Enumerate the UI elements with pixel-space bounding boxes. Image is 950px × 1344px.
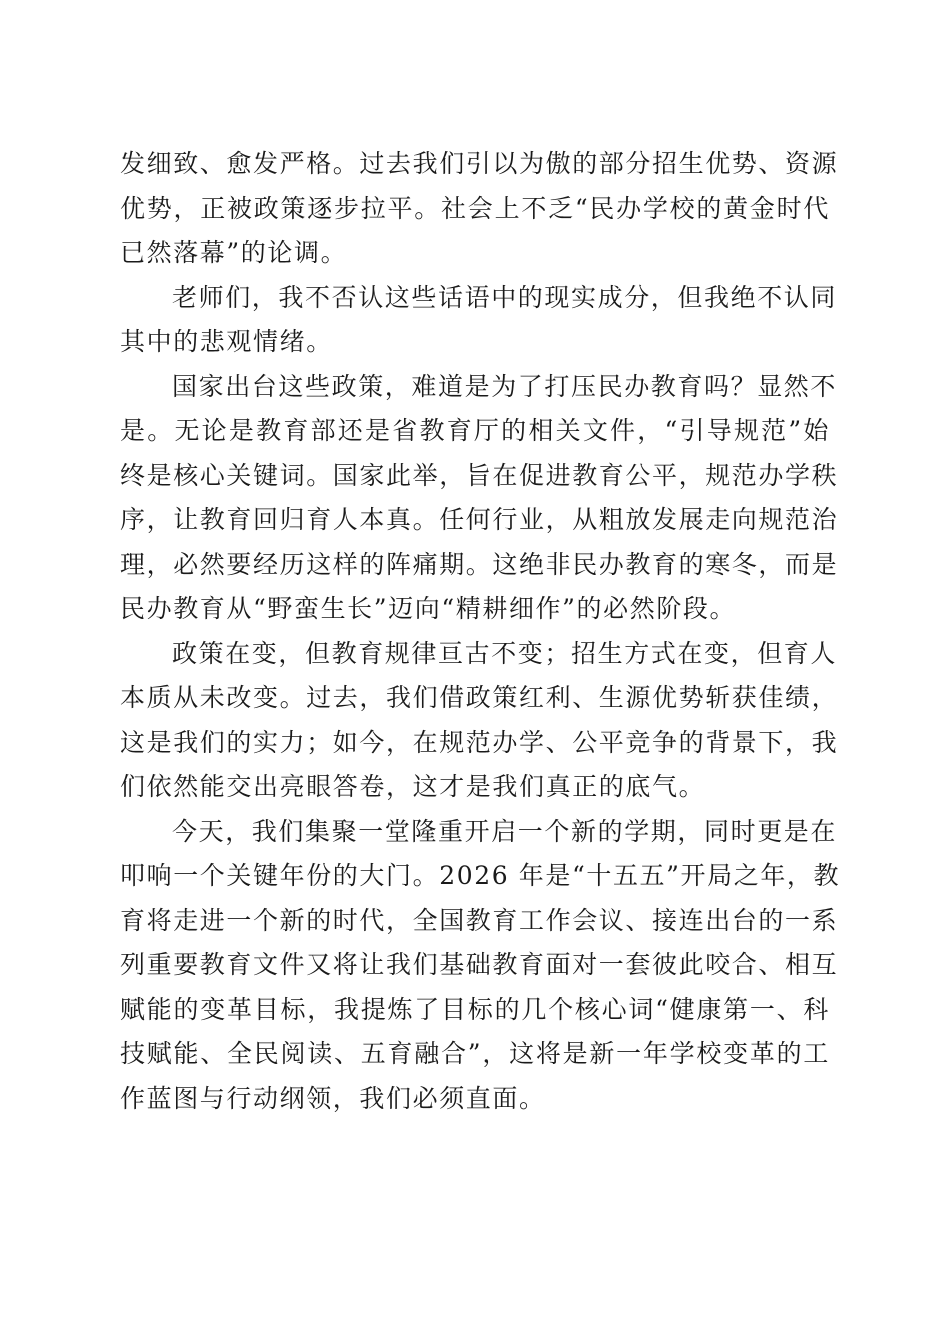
text-line: 叩响一个关键年份的大门。2026 年是“十五五”开局之年，教 — [120, 861, 841, 890]
text-line: 老师们，我不否认这些话语中的现实成分，但我绝不认同 — [172, 282, 838, 312]
text-line: 是。无论是教育部还是省教育厅的相关文件，“引导规范”始 — [120, 416, 830, 445]
text-line: 赋能的变革目标，我提炼了目标的几个核心词“健康第一、科 — [120, 994, 830, 1024]
body-text — [120, 142, 841, 1121]
text-line: 优势，正被政策逐步拉平。社会上不乏“民办学校的黄金时代 — [120, 193, 830, 223]
text-line: 理，必然要经历这样的阵痛期。这绝非民办教育的寒冬，而是 — [120, 549, 839, 579]
text-line: 作蓝图与行动纲领，我们必须直面。 — [120, 1083, 546, 1113]
text-line: 本质从未改变。过去，我们借政策红利、生源优势斩获佳绩， — [120, 683, 839, 712]
text-line: 技赋能、全民阅读、五育融合”，这将是新一年学校变革的工 — [120, 1039, 830, 1068]
text-line: 政策在变，但教育规律亘古不变；招生方式在变，但育人 — [172, 638, 838, 668]
text-line: 国家出台这些政策，难道是为了打压民办教育吗？显然不 — [172, 371, 838, 401]
text-line: 们依然能交出亮眼答卷，这才是我们真正的底气。 — [120, 772, 706, 801]
paragraph-5 — [120, 810, 841, 1122]
paragraph-4 — [120, 632, 839, 810]
paragraph-1 — [120, 142, 839, 276]
text-line: 终是核心关键词。国家此举，旨在促进教育公平，规范办学秩 — [120, 460, 839, 490]
text-line: 育将走进一个新的时代，全国教育工作会议、接连出台的一系 — [120, 905, 839, 935]
text-line: 已然落幕”的论调。 — [120, 238, 348, 267]
text-line: 发细致、愈发严格。过去我们引以为傲的部分招生优势、资源 — [120, 149, 839, 178]
text-line: 今天，我们集聚一堂隆重开启一个新的学期，同时更是在 — [172, 816, 838, 846]
text-line: 这是我们的实力；如今，在规范办学、公平竞争的背景下，我 — [120, 727, 839, 757]
text-line: 序，让教育回归育人本真。任何行业，从粗放发展走向规范治 — [120, 505, 839, 534]
paragraph-3 — [120, 365, 839, 632]
text-line: 列重要教育文件又将让我们基础教育面对一套彼此咬合、相互 — [120, 950, 839, 979]
text-line: 其中的悲观情绪。 — [120, 327, 333, 356]
text-line: 民办教育从“野蛮生长”迈向“精耕细作”的必然阶段。 — [120, 594, 737, 623]
paragraph-2 — [120, 276, 838, 365]
